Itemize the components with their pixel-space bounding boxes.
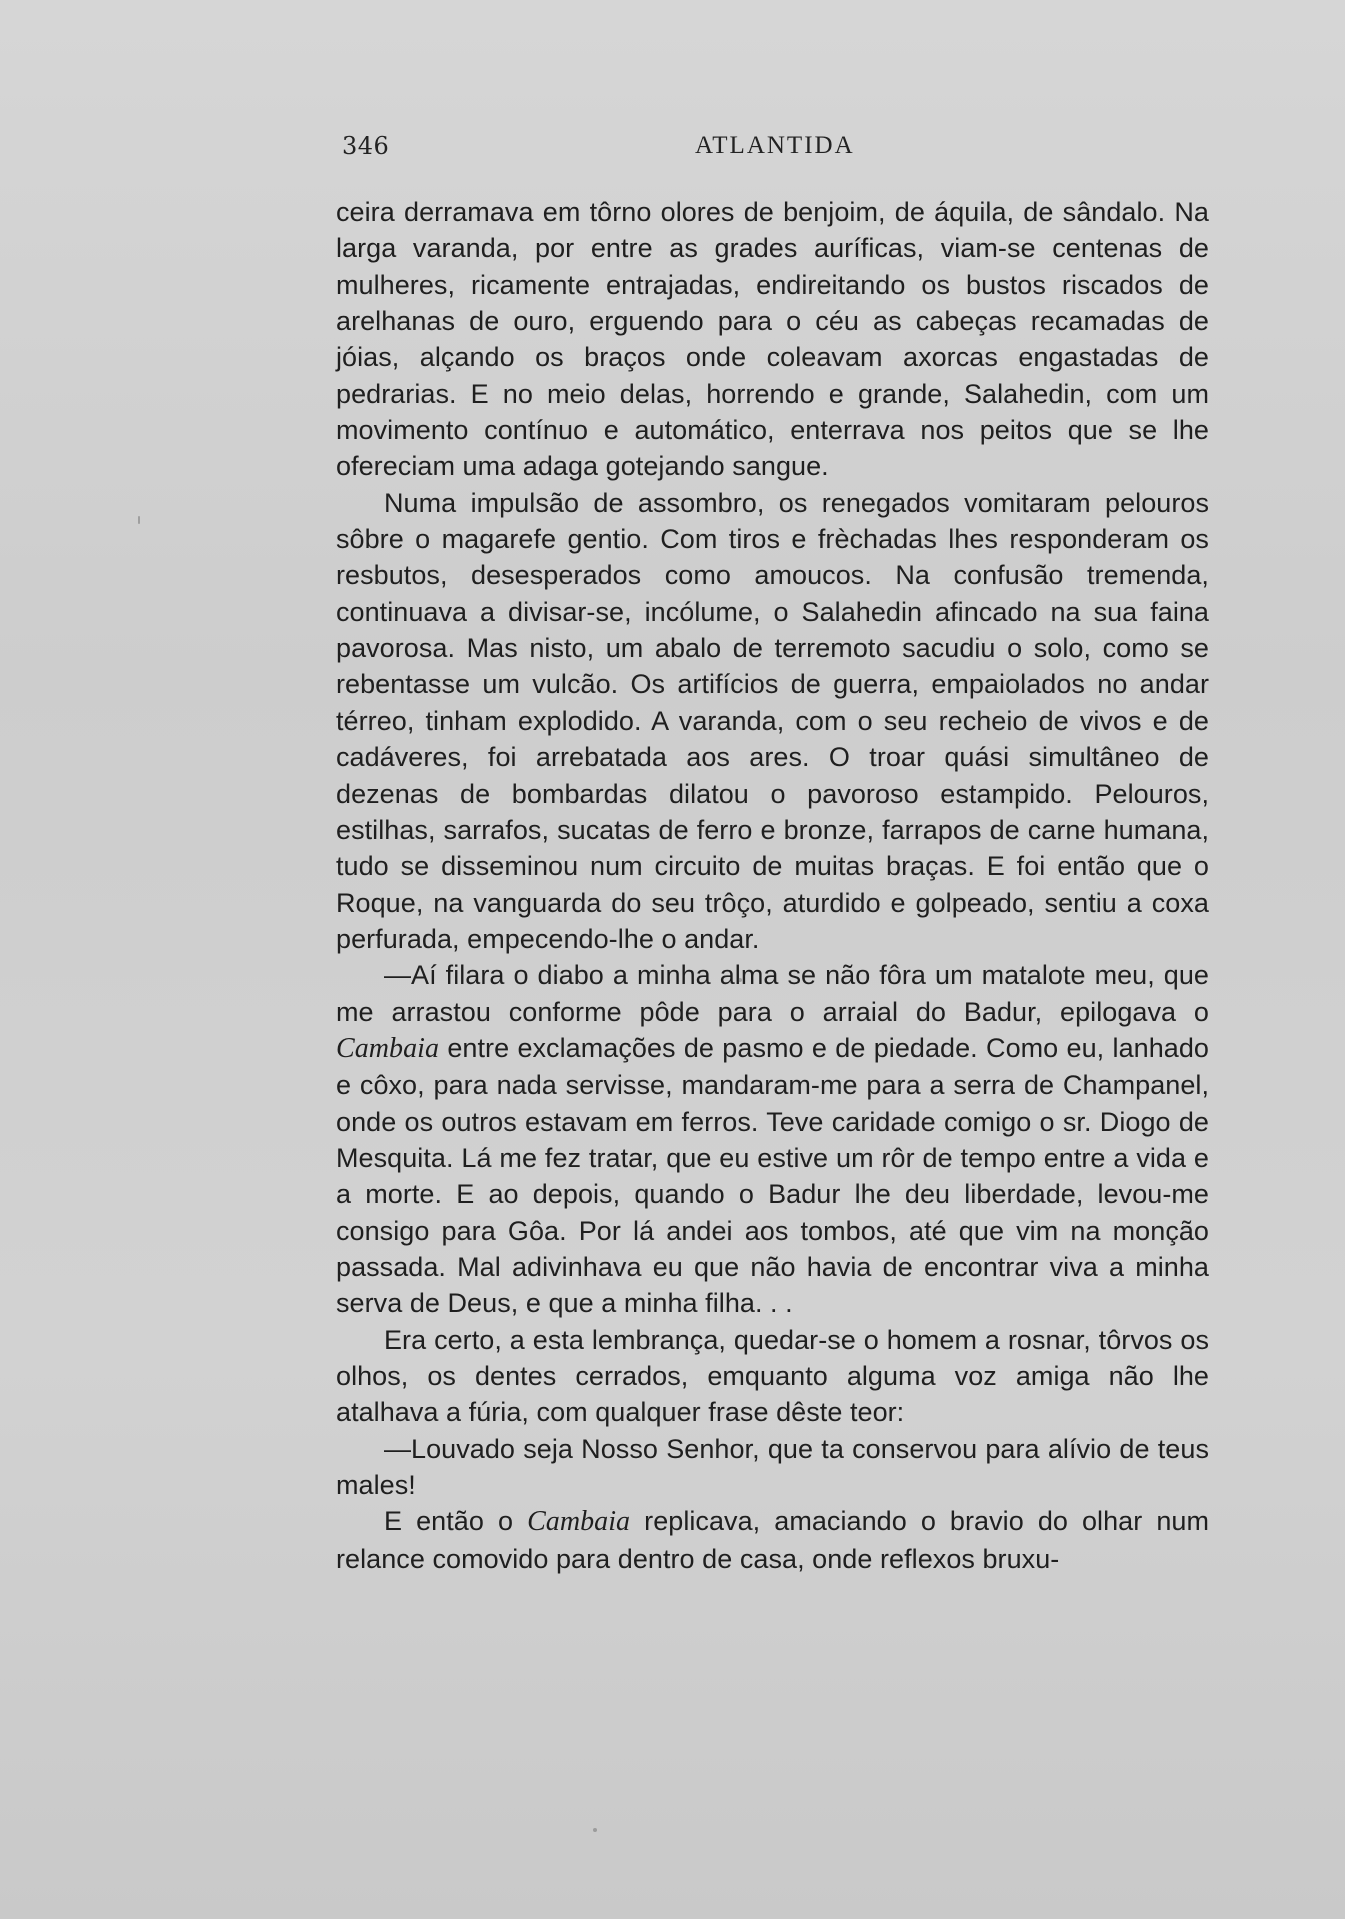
page-number: 346	[342, 132, 390, 160]
paragraph-5	[336, 1431, 1209, 1504]
paper-speck	[593, 1828, 597, 1832]
text-run: ceira derramava em tôrno olores de benjoim, de áquila, de sândalo. Na larga varanda, por entre as grades auríficas, viam-se centenas de mulheres, ricamente entrajadas, endireitando os bustos riscados de arelhanas de ouro, erguendo para o céu as cabeças recamadas de jóias, alçando os braços onde coleavam axorcas engastadas de pedrarias. E no meio delas, horrendo e grande, Salahedin, com um movimento contínuo e automático, enterrava nos peitos que se lhe ofereciam uma adaga gotejando sangue.	[336, 197, 1209, 482]
paragraph-6	[336, 1503, 1209, 1577]
body-text	[336, 194, 1209, 1577]
paper-speck	[138, 516, 140, 524]
paper-speck	[738, 978, 742, 982]
text-run: —Louvado seja Nosso Senhor, que ta conservou para alívio de teus males!	[336, 1433, 1209, 1501]
text-run: Numa impulsão de assombro, os renegados vomitaram pelouros sôbre o magarefe gentio. Com tiros e frèchadas lhes responderam os resbutos, desesperados como amoucos. Na confusão tremenda, continuava a divisar-se, incólume, o Salahedin afincado na sua faina pavorosa. Mas nisto, um abalo de terremoto sacudiu o solo, como se rebentasse um vulcão. Os artifícios de guerra, empaiolados no andar térreo, tinham explodido. A varanda, com o seu recheio de vivos e de cadáveres, foi arrebatada aos ares. O troar quási simultâneo de dezenas de bombardas dilatou o pavoroso estampido. Pelouros, estilhas, sarrafos, sucatas de ferro e bronze, farrapos de carne humana, tudo se disseminou num circuito de muitas braças. E foi então que o Roque, na vanguarda do seu trôço, aturdido e golpeado, sentiu a coxa perfurada, empecendo-lhe o andar.	[336, 487, 1209, 954]
text-run: —Aí filara o diabo a minha alma se não fôra um matalote meu, que me arrastou conforme pôde para o arraial do Badur, epilogava o	[336, 960, 1209, 1027]
text-run: replicava, amaciando o bravio do olhar num relance comovido para dentro de casa, onde reflexos bruxu-	[336, 1506, 1209, 1574]
text-run: E então o	[384, 1506, 528, 1537]
running-head: ATLANTIDA	[695, 132, 855, 159]
text-run: Era certo, a esta lembrança, quedar-se o homem a rosnar, tôrvos os olhos, os dentes cerrados, emquanto alguma voz amiga não lhe atalhava a fúria, com qualquer frase dêste teor:	[336, 1324, 1209, 1428]
italic-name: Cambaia	[336, 1032, 440, 1064]
paragraph-1	[336, 194, 1209, 485]
paragraph-2	[336, 485, 1209, 957]
italic-name: Cambaia	[527, 1506, 631, 1538]
text-run: entre exclamações de pasmo e de piedade. Como eu, lanhado e côxo, para nada servisse, mandaram-me para a serra de Champanel, onde os outros estavam em ferros. Teve caridade comigo o sr. Diogo de Mesquita. Lá me fez tratar, que eu estive um rôr de tempo entre a vida e a morte. E ao depois, quando o Badur lhe deu liberdade, levou-me consigo para Gôa. Por lá andei aos tombos, até que vim na monção passada. Mal adivinhava eu que não havia de encontrar viva a minha serva de Deus, e que a minha filha. . .	[336, 1032, 1209, 1319]
paragraph-4	[336, 1322, 1209, 1431]
paragraph-3	[336, 957, 1209, 1321]
